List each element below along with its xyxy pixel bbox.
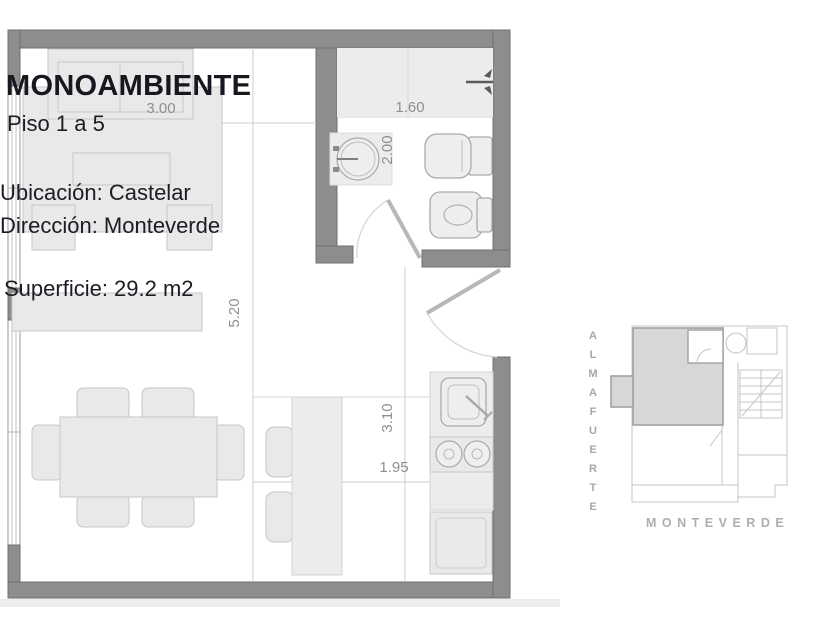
street-label-almafuerte: ALMAFUERTE xyxy=(587,330,599,520)
map-stairs xyxy=(740,370,782,418)
plan-shadow xyxy=(0,599,560,607)
toilet xyxy=(425,134,492,178)
dim-living-depth: 5.20 xyxy=(226,298,243,328)
fridge xyxy=(430,512,492,574)
dim-kitchen-width: 1.95 xyxy=(379,459,409,476)
bidet xyxy=(430,192,492,238)
entry-door xyxy=(427,270,500,357)
address-line: Dirección: Monteverde xyxy=(0,213,221,238)
kitchen xyxy=(430,372,493,574)
floor-range: Piso 1 a 5 xyxy=(7,111,105,136)
dim-bath-depth: 2.00 xyxy=(379,135,396,165)
map-balcony xyxy=(611,376,633,407)
page-title: MONOAMBIENTE xyxy=(6,70,252,102)
dim-bath-width: 1.60 xyxy=(395,99,425,116)
window-left-lower xyxy=(8,320,20,545)
map-elevator xyxy=(726,333,746,353)
dim-kitchen-depth: 3.10 xyxy=(379,403,396,433)
location-line: Ubicación: Castelar xyxy=(0,180,191,205)
dim-bed-zone-width: 3.00 xyxy=(146,100,176,117)
cooktop xyxy=(430,437,493,472)
surface-line: Superficie: 29.2 m2 xyxy=(4,276,194,301)
dining-set xyxy=(32,388,244,527)
dining-table xyxy=(60,417,217,497)
bathroom-door xyxy=(357,200,420,258)
bathroom xyxy=(330,48,493,258)
street-label-monteverde: MONTEVERDE xyxy=(646,516,790,530)
mini-map xyxy=(585,320,800,520)
breakfast-bar xyxy=(266,397,342,575)
kitchen-sink xyxy=(441,378,492,426)
